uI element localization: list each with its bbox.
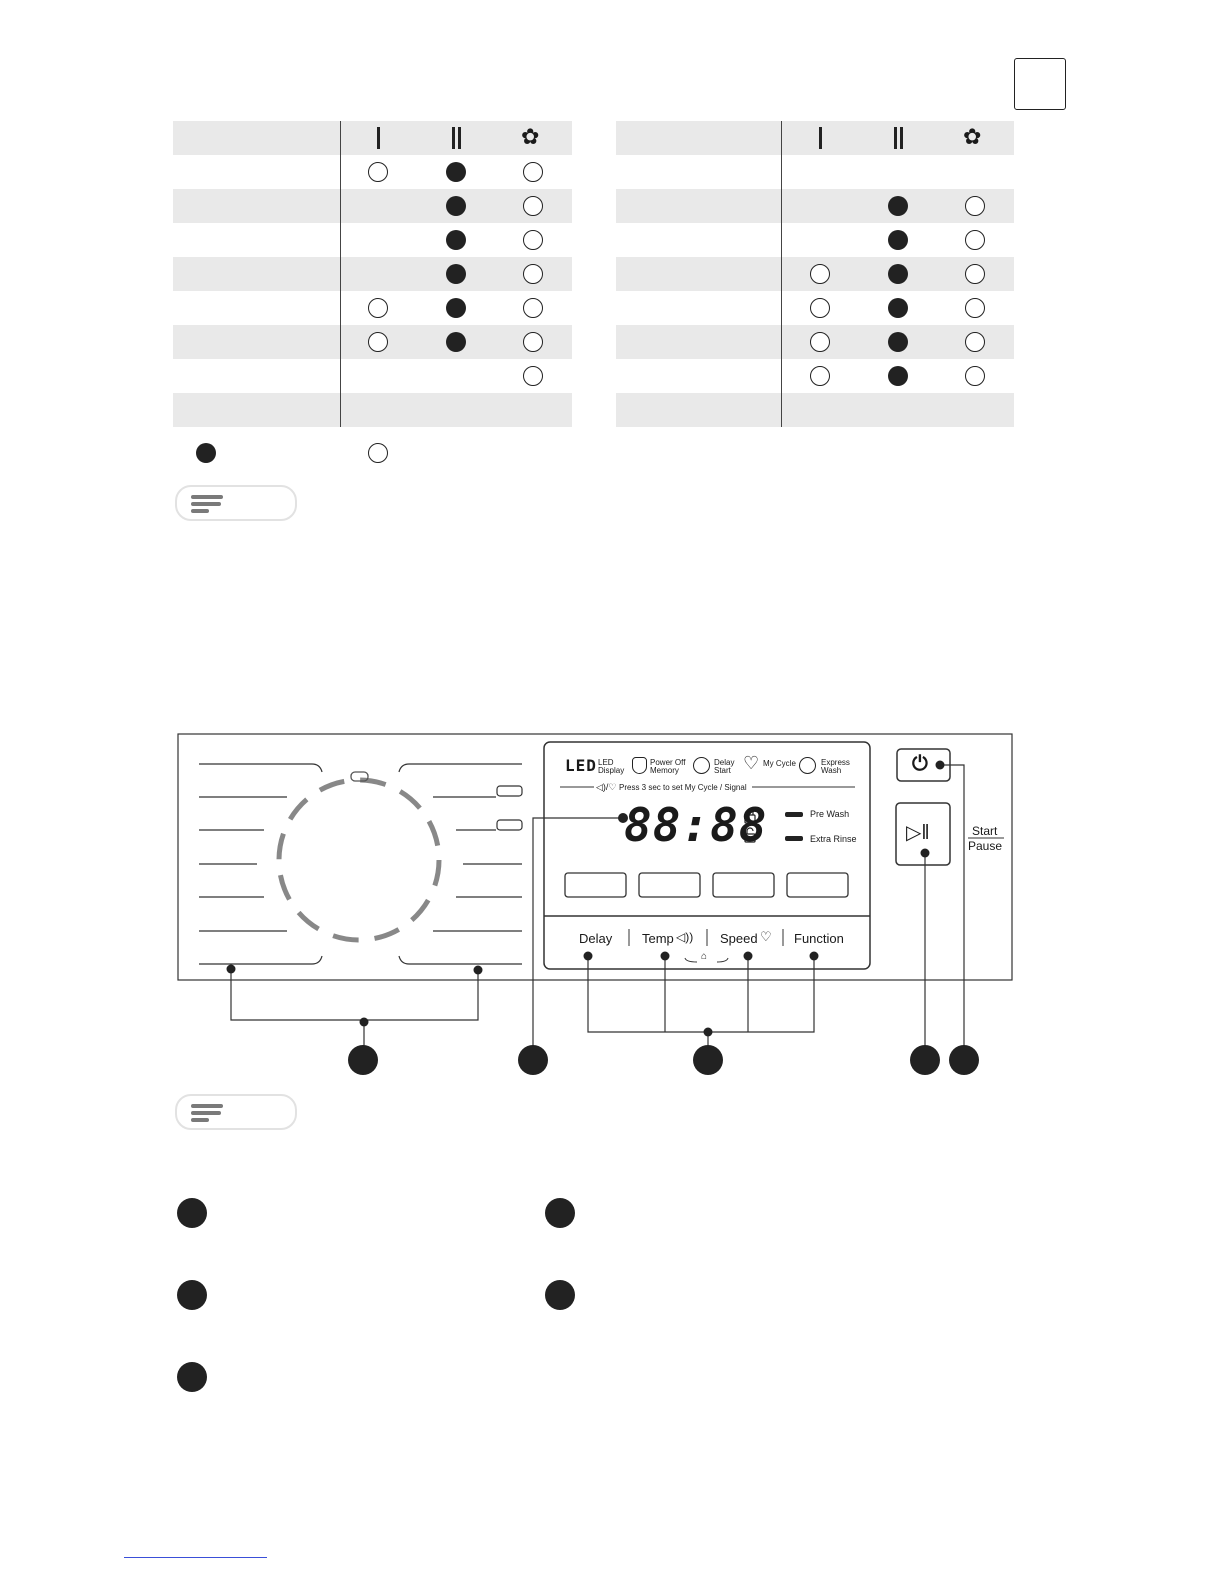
list-number-dot: [545, 1198, 575, 1228]
led-logo: LED: [565, 756, 597, 775]
extra-rinse-label: Extra Rinse: [810, 834, 857, 844]
my-cycle-small-icon: ♡: [760, 929, 772, 944]
led-logo-sub1: LED: [598, 758, 614, 767]
express-wash-label-1: Express: [821, 758, 850, 767]
my-cycle-icon: ♡: [743, 753, 760, 773]
delay-button-label[interactable]: Delay: [579, 931, 613, 946]
program-dial: [279, 780, 439, 940]
led-logo-sub2: Display: [598, 766, 625, 775]
display-buttons: [565, 873, 848, 897]
delay-start-label-2: Start: [714, 766, 731, 775]
signal-icon: ◁)/♡: [596, 782, 617, 792]
function-button-label[interactable]: Function: [794, 931, 844, 946]
power-off-memory-label-2: Memory: [650, 766, 679, 775]
list-number-dot: [545, 1280, 575, 1310]
power-off-memory-label-1: Power Off: [650, 758, 686, 767]
express-wash-icon: [799, 757, 816, 774]
hint-text: Press 3 sec to set My Cycle / Signal: [619, 783, 747, 792]
list-number-dot: [177, 1280, 207, 1310]
note-icon-tag-2: [175, 1094, 297, 1130]
leader-lines: [231, 765, 964, 1046]
power-off-memory-icon: [632, 757, 647, 774]
delay-start-icon: [693, 757, 710, 774]
list-number-dot: [177, 1362, 207, 1392]
program-lines-left: [199, 764, 322, 964]
flower-icon: ✿: [521, 124, 540, 149]
start-pause-icon[interactable]: ▷‖: [906, 822, 930, 844]
power-icon[interactable]: ⏻: [912, 753, 928, 775]
my-cycle-label: My Cycle: [763, 759, 796, 768]
sound-icon: ◁)): [676, 930, 694, 944]
pre-wash-label: Pre Wash: [810, 809, 850, 819]
pause-label: Pause: [968, 839, 1003, 853]
child-lock-icon: ⌂: [701, 951, 708, 962]
callout-dots: [348, 1045, 979, 1075]
flower-icon: ✿: [963, 124, 982, 149]
delay-start-label-1: Delay: [714, 758, 735, 767]
program-lines-right: [399, 764, 522, 964]
footer-link-line: [124, 1557, 267, 1558]
time-display: 88:88: [624, 798, 768, 852]
list-number-dot: [177, 1198, 207, 1228]
start-label: Start: [972, 824, 998, 838]
temp-button-label[interactable]: Temp: [642, 931, 674, 946]
express-wash-label-2: Wash: [821, 766, 842, 775]
speed-button-label[interactable]: Speed: [720, 931, 758, 946]
